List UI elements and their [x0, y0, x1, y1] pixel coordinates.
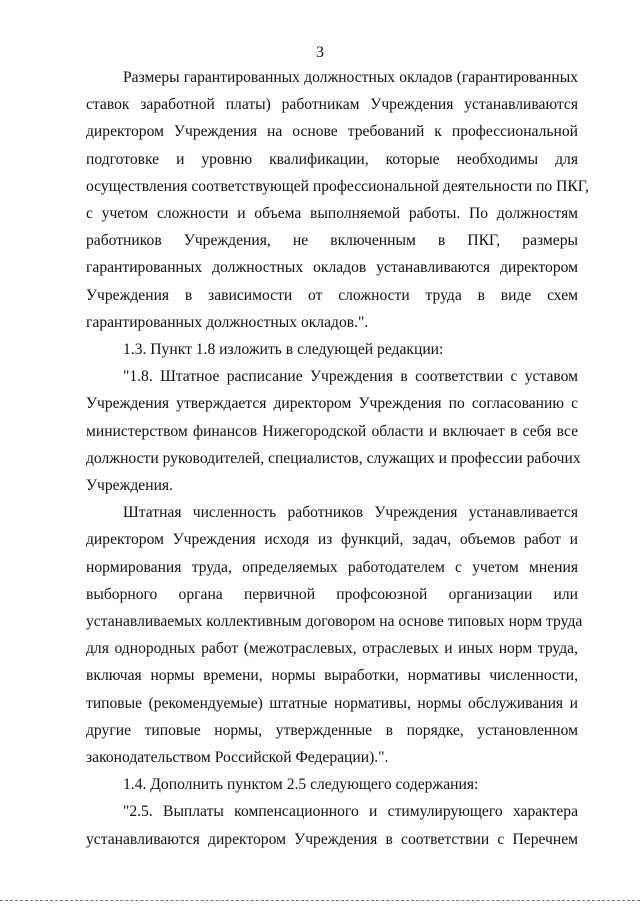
text-line: Учреждения в зависимости от сложности труда в виде схем: [86, 286, 578, 304]
document-body: [86, 64, 589, 853]
text-line: "1.8. Штатное расписание Учреждения в соответствии с уставом: [123, 368, 578, 386]
text-line: гарантированных должностных окладов.".: [86, 313, 369, 331]
text-line: Размеры гарантированных должностных окладов (гарантированных: [123, 69, 578, 86]
text-line: устанавливаются директором Учреждения в соответствии с Перечнем: [86, 830, 578, 848]
text-line: типовые (рекомендуемые) штатные нормативы, нормы обслуживания и: [86, 694, 578, 712]
text-line: 1.3. Пункт 1.8 изложить в следующей редакции:: [123, 341, 444, 359]
text-line: Учреждения утверждается директором Учреждения по согласованию с: [86, 395, 578, 413]
text-line: "2.5. Выплаты компенсационного и стимулирующего характера: [123, 803, 578, 821]
text-line: законодательством Российской Федерации).".: [86, 749, 389, 767]
paragraph-salary-rates: [86, 64, 589, 336]
text-line: для однородных работ (межотраслевых, отраслевых и иных норм труда,: [86, 640, 578, 658]
page-bottom-edge: [0, 900, 640, 901]
page-number: 3: [316, 44, 324, 61]
text-line: подготовке и уровню квалификации, которые необходимы для: [86, 150, 578, 168]
text-line: гарантированных должностных окладов устанавливаются директором: [86, 259, 578, 277]
text-line: директором Учреждения на основе требований к профессиональной: [86, 123, 578, 141]
text-line: включая нормы времени, нормы выработки, нормативы численности,: [86, 667, 578, 685]
text-line: 1.4. Дополнить пунктом 2.5 следующего содержания:: [123, 776, 479, 794]
text-line: министерством финансов Нижегородской области и включает в себя все: [86, 422, 578, 440]
text-line: другие типовые нормы, утвержденные в порядке, установленном: [86, 721, 578, 739]
text-line: Учреждения.: [86, 477, 173, 495]
text-line: устанавливаемых коллективным договором на основе типовых норм труда: [86, 613, 583, 631]
text-line: с учетом сложности и объема выполняемой работы. По должностям: [86, 205, 578, 223]
text-line: ставок заработной платы) работникам Учреждения устанавливаются: [86, 96, 578, 114]
text-line: осуществления соответствующей профессиональной деятельности по ПКГ,: [86, 177, 589, 195]
paragraph-item-1-4: [86, 771, 578, 798]
text-line: должности руководителей, специалистов, служащих и профессии рабочих: [86, 449, 581, 467]
text-line: работников Учреждения, не включенным в ПКГ, размеры: [86, 232, 578, 250]
paragraph-compensation-payments: [86, 798, 578, 852]
paragraph-item-1-3: [86, 336, 578, 363]
text-line: Штатная численность работников Учреждения устанавливается: [123, 504, 578, 522]
text-line: директором Учреждения исходя из функций, задач, объемов работ и: [86, 531, 578, 549]
paragraph-staff-numbers: [86, 499, 583, 771]
paragraph-staff-schedule: [86, 363, 581, 499]
text-line: нормирования труда, определяемых работодателем с учетом мнения: [86, 558, 578, 576]
text-line: выборного органа первичной профсоюзной организации или: [86, 585, 578, 603]
